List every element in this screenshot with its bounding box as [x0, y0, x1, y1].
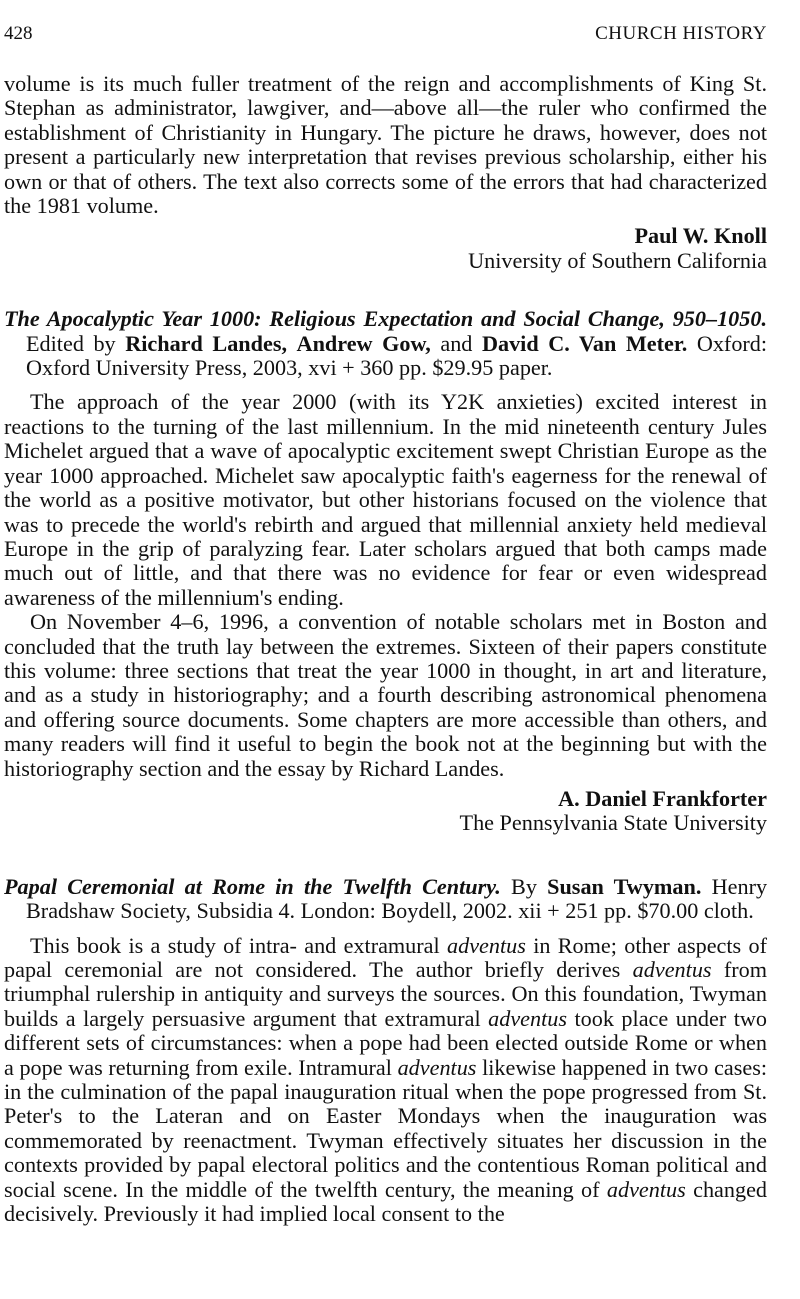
book-title: Papal Ceremonial at Rome in the Twelfth Century. [4, 873, 501, 899]
book-citation [4, 307, 767, 380]
text-run: from triumphal rulership in antiquity and surveys the sources. On this foundation, Twyman builds a largely persuasive argument that extramural [4, 957, 768, 1031]
review-apocalyptic-year [4, 307, 767, 836]
review-paragraph: On November 4–6, 1996, a convention of notable scholars met in Boston and concluded that the truth lay between the extremes. Sixteen of their papers constitute this volume: three sections that treat the year 1000 in thought, in art and literature, and as a study in historiography; and a fourth describing astronomical phenomena and offering source documents. Some chapters are more accessible than others, and many readers will find it useful to begin the book not at the beginning but with the historiography section and the essay by Richard Landes. [4, 609, 767, 781]
edited-by-label: Edited by [26, 330, 116, 356]
review-knoll [4, 72, 767, 273]
review-papal-ceremonial [4, 875, 767, 1227]
text-run: changed decisively. Previously it had implied local consent to the [4, 1176, 768, 1227]
review-paragraph: The approach of the year 2000 (with its Y2K anxieties) excited interest in reactions to the turning of the last millennium. In the mid nineteenth century Jules Michelet argued that a wave of apocalyptic excitement swept Christian Europe as the year 1000 approached. Michelet saw apocalyptic faith's eagerness for the renewal of the world as a positive motivator, but other historians focused on the violence that was to precede the world's rebirth and argued that millennial anxiety held medieval Europe in the grip of paralyzing fear. Later scholars argued that both camps made much out of little, and that there was no evidence for fear or even widespread awareness of the millennium's ending. [4, 389, 767, 610]
editor-name: Andrew Gow, [296, 330, 431, 356]
review-body: volume is its much fuller treatment of the reign and accomplishments of King St. Stephan as administrator, lawgiver, and—above all—the ruler who confirmed the establishment of Christianity in Hungary. The picture he draws, however, does not present a particularly new interpretation that revises previous scholarship, either his own or that of others. The text also corrects some of the errors that had characterized the 1981 volume. [4, 71, 767, 219]
journal-title: CHURCH HISTORY [595, 23, 767, 44]
text-run: in Rome; other aspects of papal ceremonial are not considered. The author briefly derives [4, 932, 767, 982]
latin-term: adventus [488, 1005, 567, 1031]
book-citation [4, 875, 767, 924]
reviewer-institution: University of Southern California [468, 247, 767, 273]
reviewer-name: Paul W. Knoll [634, 223, 767, 249]
conjunction: and [440, 330, 473, 356]
author-name: Susan Twyman. [547, 873, 702, 899]
latin-term: adventus [397, 1054, 477, 1080]
text-run: likewise happened in two cases: in the culmination of the papal inauguration ritual when the pope progressed from St. Peter's to the Lateran and on Easter Mondays when the inauguration was commemorated by reenactment. Twyman effectively situates her discussion in the contexts provided by papal electoral politics and the contentious Roman political and social scene. In the middle of the twelfth century, the meaning of [4, 1054, 767, 1202]
text-run: This book is a study of intra- and extramural [30, 932, 440, 958]
latin-term: adventus [606, 1176, 686, 1202]
reviewer-signature [4, 787, 767, 836]
page-number: 428 [4, 23, 33, 44]
reviewer-institution: The Pennsylvania State University [459, 810, 767, 836]
section-spacer [4, 836, 767, 875]
text-run: took place under two different sets of circumstances: when a pope had been elected outside Rome or when a pope was returning from exile. Intramural [4, 1005, 768, 1080]
by-label: By [511, 873, 537, 899]
reviewer-name: A. Daniel Frankforter [558, 785, 767, 811]
reviewer-signature [4, 224, 767, 273]
section-spacer [4, 273, 767, 307]
editor-name: Richard Landes, [125, 330, 287, 356]
book-title: The Apocalyptic Year 1000: Religious Expectation and Social Change, 950–1050. [4, 306, 767, 332]
running-head [4, 22, 767, 52]
review-paragraph [4, 934, 767, 1227]
editor-name: David C. Van Meter. [481, 330, 688, 356]
publication-details: Oxford: Oxford University Press, 2003, xvi + 360 pp. $29.95 paper. [26, 330, 768, 381]
latin-term: adventus [447, 932, 526, 958]
publication-details: Henry Bradshaw Society, Subsidia 4. London: Boydell, 2002. xii + 251 pp. $70.00 cloth. [26, 873, 768, 924]
latin-term: adventus [632, 957, 712, 982]
